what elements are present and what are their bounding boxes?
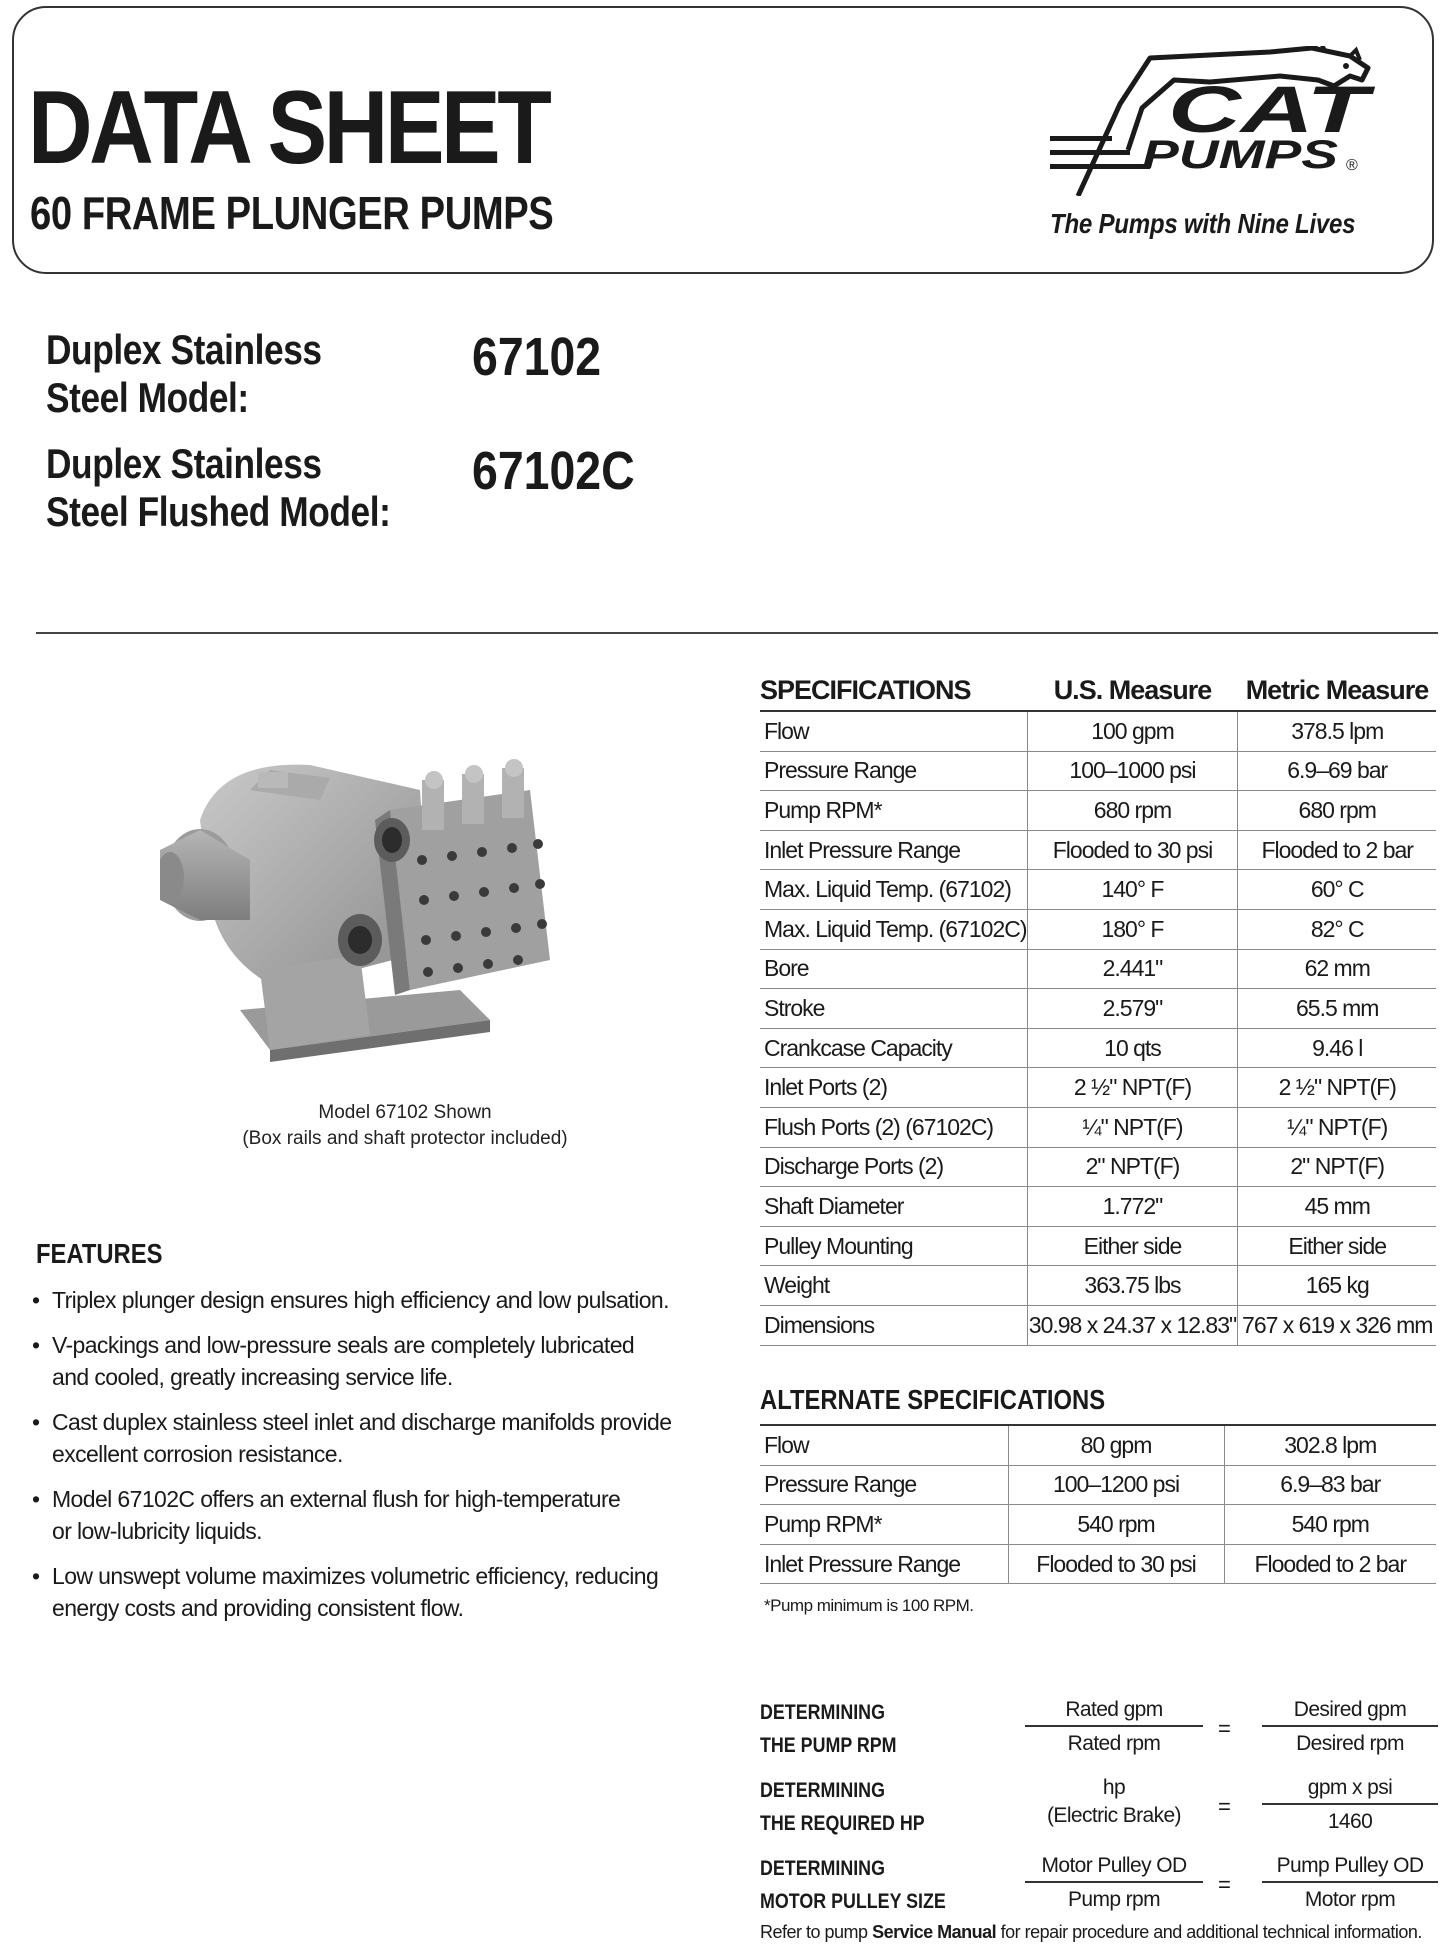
metric-value-cell: 45 mm [1238,1187,1436,1227]
formula-left-bottom: Rated rpm [1067,1732,1161,1755]
model-label-1-line1: Duplex Stainless [46,326,322,373]
model-number-1: 67102 [472,327,602,387]
spec-header-name: SPECIFICATIONS [760,670,1027,711]
metric-value-cell: ¼" NPT(F) [1238,1107,1436,1147]
us-value-cell: 180° F [1027,909,1238,949]
spec-name-cell: Inlet Ports (2) [760,1068,1027,1108]
spec-name-cell: Shaft Diameter [760,1187,1027,1227]
logo-text-cat: CAT [1168,72,1376,146]
formula-right-bottom: 1460 [1327,1810,1373,1833]
service-note [760,1922,1422,1943]
spec-row [760,949,1436,989]
model-label-2 [46,440,390,536]
metric-value-cell: 60° C [1238,870,1436,910]
spec-name-cell: Flow [760,1426,1008,1465]
spec-name-cell: Pump RPM* [760,1505,1008,1545]
spec-row [760,1226,1436,1266]
metric-value-cell: 82° C [1238,909,1436,949]
metric-value-cell: 6.9–69 bar [1238,751,1436,791]
tagline: The Pumps with Nine Lives [1050,208,1356,239]
metric-value-cell: 767 x 619 x 326 mm [1238,1305,1436,1345]
formula-label-line1: DETERMINING [760,1857,885,1880]
spec-row [760,830,1436,870]
us-value-cell: 1.772" [1027,1187,1238,1227]
spec-header-us: U.S. Measure [1027,670,1238,711]
formula-right-bottom: Desired rpm [1296,1732,1404,1755]
feature-item: • Cast duplex stainless steel inlet and discharge manifolds provide excellent corrosion resistance. [30,1406,672,1470]
us-value-cell: Flooded to 30 psi [1027,830,1238,870]
spec-name-cell: Pump RPM* [760,791,1027,831]
spec-row [760,711,1436,751]
us-value-cell: 680 rpm [1027,791,1238,831]
metric-value-cell: 540 rpm [1224,1505,1436,1545]
us-value-cell: 363.75 lbs [1027,1266,1238,1306]
spec-name-cell: Flush Ports (2) (67102C) [760,1107,1027,1147]
us-value-cell: 2.579" [1027,989,1238,1029]
formula-left-top: Rated gpm [1025,1698,1203,1727]
spec-name-cell: Pressure Range [760,751,1027,791]
divider [36,632,1438,634]
spec-header-metric: Metric Measure [1238,670,1436,711]
metric-value-cell: 302.8 lpm [1224,1426,1436,1465]
metric-value-cell: Flooded to 2 bar [1224,1544,1436,1584]
us-value-cell: Either side [1027,1226,1238,1266]
spec-row [760,791,1436,831]
spec-name-cell: Discharge Ports (2) [760,1147,1027,1187]
spec-row [760,1266,1436,1306]
alternate-specifications-table [760,1426,1436,1584]
cat-pumps-logo [1050,46,1410,196]
features-heading: FEATURES [36,1238,163,1269]
us-value-cell: 30.98 x 24.37 x 12.83" [1027,1305,1238,1345]
metric-value-cell: 65.5 mm [1238,989,1436,1029]
feature-item: • V-packings and low-pressure seals are completely lubricated and cooled, greatly increasing service life. [30,1329,662,1393]
model-label-2-line2: Steel Flushed Model: [46,488,391,535]
alt-spec-row [760,1426,1436,1465]
spec-row [760,1068,1436,1108]
us-value-cell: Flooded to 30 psi [1008,1544,1224,1584]
metric-value-cell: Flooded to 2 bar [1238,830,1436,870]
us-value-cell: 2" NPT(F) [1027,1147,1238,1187]
spec-row [760,1107,1436,1147]
service-note-suffix: for repair procedure and additional technical information. [996,1922,1422,1942]
formula-label-line2: THE PUMP RPM [760,1734,897,1757]
model-number-2: 67102C [472,441,635,501]
feature-item: • Triplex plunger design ensures high efficiency and low pulsation. [30,1284,670,1316]
spec-name-cell: Inlet Pressure Range [760,1544,1008,1584]
formula-left-top: hp [1102,1776,1126,1799]
alt-specs-heading: ALTERNATE SPECIFICATIONS [760,1384,1106,1415]
spec-name-cell: Dimensions [760,1305,1027,1345]
specifications-table [760,670,1436,1346]
spec-name-cell: Weight [760,1266,1027,1306]
service-manual-ref: Service Manual [872,1922,997,1942]
spec-name-cell: Inlet Pressure Range [760,830,1027,870]
spec-row [760,1147,1436,1187]
formula-label-line2: THE REQUIRED HP [760,1812,925,1835]
image-caption-line1: Model 67102 Shown [318,1102,492,1123]
spec-header-row [760,670,1436,711]
metric-value-cell: 2 ½" NPT(F) [1238,1068,1436,1108]
us-value-cell: 540 rpm [1008,1505,1224,1545]
formula-right-top: gpm x psi [1262,1776,1438,1805]
spec-row [760,751,1436,791]
formula-left-bottom: Pump rpm [1067,1888,1161,1911]
formula-equals: = [1218,1872,1231,1897]
footnote: *Pump minimum is 100 RPM. [764,1596,974,1615]
us-value-cell: 100 gpm [1027,711,1238,751]
metric-value-cell: 378.5 lpm [1238,711,1436,751]
formula-left-top: Motor Pulley OD [1025,1854,1203,1883]
spec-row [760,870,1436,910]
alt-spec-row [760,1544,1436,1584]
service-note-prefix: Refer to pump [760,1922,873,1942]
alt-spec-row [760,1465,1436,1505]
spec-name-cell: Crankcase Capacity [760,1028,1027,1068]
image-caption-line2: (Box rails and shaft protector included) [242,1128,568,1149]
us-value-cell: 80 gpm [1008,1426,1224,1465]
spec-row [760,909,1436,949]
features-list [30,1284,670,1637]
us-value-cell: 2.441" [1027,949,1238,989]
metric-value-cell: 9.46 l [1238,1028,1436,1068]
formula-right-top: Desired gpm [1262,1698,1438,1727]
page-subtitle: 60 FRAME PLUNGER PUMPS [30,187,554,239]
us-value-cell: 2 ½" NPT(F) [1027,1068,1238,1108]
spec-row [760,1187,1436,1227]
model-label-2-line1: Duplex Stainless [46,440,322,487]
feature-item: • Low unswept volume maximizes volumetric efficiency, reducing energy costs and providing consistent flow. [30,1560,672,1624]
spec-name-cell: Pulley Mounting [760,1226,1027,1266]
spec-row [760,1028,1436,1068]
page-title: DATA SHEET [28,70,549,186]
formula-label-line2: MOTOR PULLEY SIZE [760,1890,946,1913]
us-value-cell: 10 qts [1027,1028,1238,1068]
svg-text:®: ® [1346,157,1358,174]
model-label-1-line2: Steel Model: [46,374,249,421]
formula-label-line1: DETERMINING [760,1701,885,1724]
pump-image [160,750,600,1090]
alt-spec-row [760,1505,1436,1545]
spec-row [760,1305,1436,1345]
feature-item: • Model 67102C offers an external flush for high-temperature or low-lubricity liquids. [30,1483,632,1547]
formula-right-bottom: Motor rpm [1304,1888,1396,1911]
formula-right-top: Pump Pulley OD [1262,1854,1438,1883]
spec-name-cell: Pressure Range [760,1465,1008,1505]
us-value-cell: 100–1000 psi [1027,751,1238,791]
model-label-1 [46,326,322,422]
formula-equals: = [1218,1794,1231,1819]
spec-name-cell: Max. Liquid Temp. (67102C) [760,909,1027,949]
spec-name-cell: Bore [760,949,1027,989]
metric-value-cell: Either side [1238,1226,1436,1266]
metric-value-cell: 6.9–83 bar [1224,1465,1436,1505]
us-value-cell: 100–1200 psi [1008,1465,1224,1505]
formula-left-bottom: (Electric Brake) [1047,1804,1181,1827]
metric-value-cell: 62 mm [1238,949,1436,989]
us-value-cell: 140° F [1027,870,1238,910]
formula-label-line1: DETERMINING [760,1779,885,1802]
metric-value-cell: 680 rpm [1238,791,1436,831]
metric-value-cell: 2" NPT(F) [1238,1147,1436,1187]
spec-name-cell: Stroke [760,989,1027,1029]
formula-equals: = [1218,1716,1231,1741]
spec-name-cell: Flow [760,711,1027,751]
spec-name-cell: Max. Liquid Temp. (67102) [760,870,1027,910]
logo-text-pumps: PUMPS [1142,133,1339,177]
us-value-cell: ¼" NPT(F) [1027,1107,1238,1147]
metric-value-cell: 165 kg [1238,1266,1436,1306]
spec-row [760,989,1436,1029]
